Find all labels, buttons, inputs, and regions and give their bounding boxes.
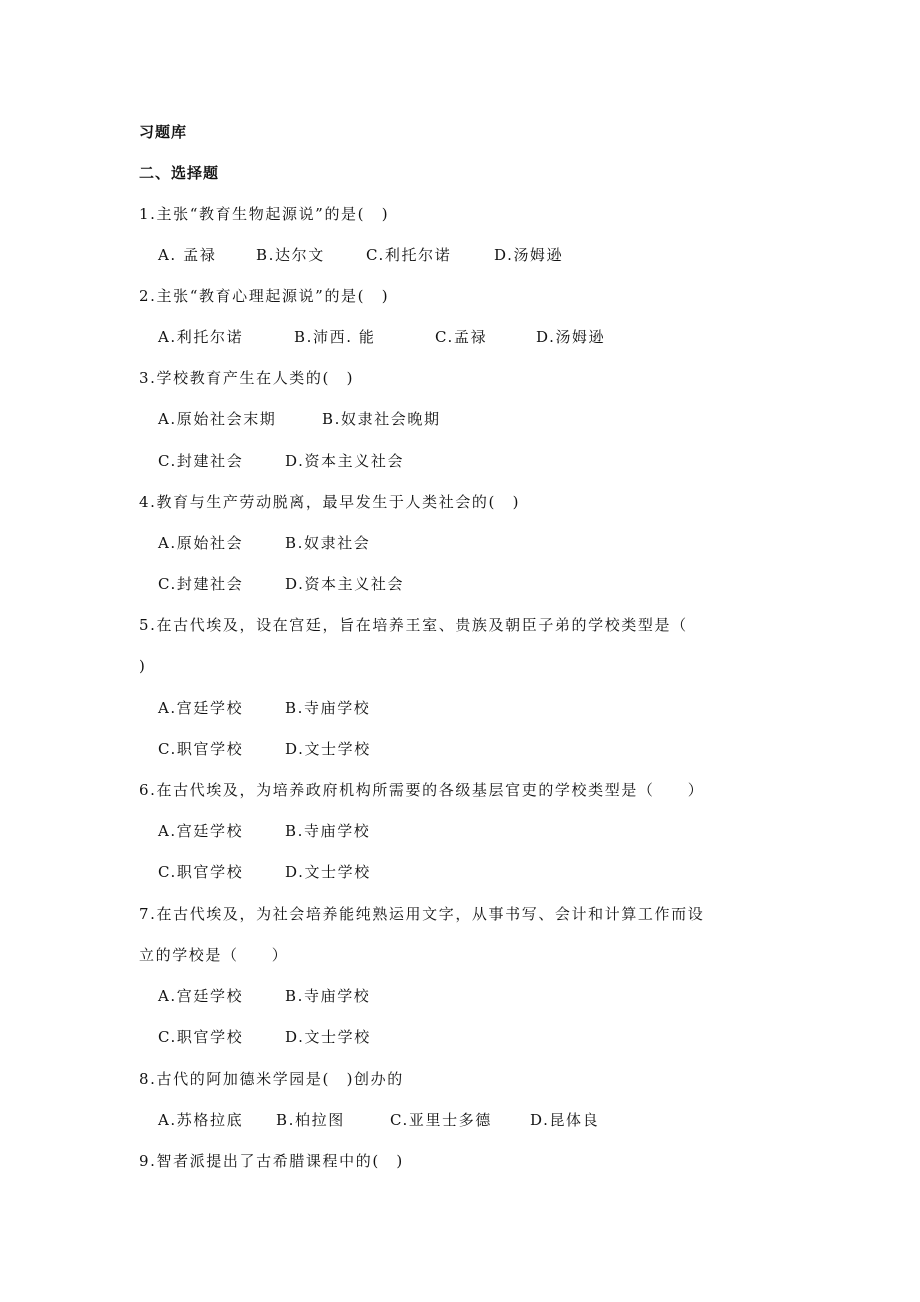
- option-b: B.寺庙学校: [285, 822, 371, 840]
- option-b: B.寺庙学校: [285, 699, 371, 717]
- option-d: D.文士学校: [285, 863, 371, 881]
- question-2: 2.主张“教育心理起源说”的是( ): [139, 287, 390, 305]
- option-c: C.封建社会: [158, 452, 244, 470]
- option-d: D.昆体良: [530, 1111, 600, 1129]
- document-title: 习题库: [139, 123, 188, 141]
- option-c: C.职官学校: [158, 740, 244, 758]
- option-c: C.亚里士多德: [390, 1111, 492, 1129]
- question-3: 3.学校教育产生在人类的( ): [139, 369, 355, 387]
- option-a: A.利托尔诺: [158, 328, 244, 346]
- question-4: 4.教育与生产劳动脱离，最早发生于人类社会的( ): [139, 493, 521, 511]
- option-b: B.奴隶社会晚期: [322, 410, 441, 428]
- option-d: D.汤姆逊: [536, 328, 606, 346]
- option-b: B.奴隶社会: [285, 534, 371, 552]
- question-5-continued: ): [139, 657, 147, 675]
- option-a: A.原始社会: [158, 534, 244, 552]
- question-9: 9.智者派提出了古希腊课程中的( ): [139, 1152, 404, 1170]
- question-5: 5.在古代埃及，设在宫廷，旨在培养王室、贵族及朝臣子弟的学校类型是（: [139, 616, 688, 634]
- option-d: D.文士学校: [285, 740, 371, 758]
- option-b: B.柏拉图: [276, 1111, 345, 1129]
- option-c: C.封建社会: [158, 575, 244, 593]
- option-d: D.汤姆逊: [494, 246, 564, 264]
- option-c: C.利托尔诺: [366, 246, 452, 264]
- option-c: C.孟禄: [435, 328, 488, 346]
- option-d: D.文士学校: [285, 1028, 371, 1046]
- question-6: 6.在古代埃及，为培养政府机构所需要的各级基层官吏的学校类型是（ ）: [139, 781, 705, 799]
- section-heading: 二、选择题: [139, 164, 220, 182]
- option-a: A.宫廷学校: [158, 822, 244, 840]
- option-a: A. 孟禄: [158, 246, 217, 264]
- option-b: B.达尔文: [256, 246, 325, 264]
- option-a: A.苏格拉底: [158, 1111, 244, 1129]
- option-d: D.资本主义社会: [285, 575, 405, 593]
- option-a: A.原始社会末期: [158, 410, 277, 428]
- option-b: B.沛西. 能: [294, 328, 376, 346]
- option-d: D.资本主义社会: [285, 452, 405, 470]
- question-7-continued: 立的学校是（ ）: [139, 946, 289, 964]
- option-a: A.宫廷学校: [158, 987, 244, 1005]
- option-b: B.寺庙学校: [285, 987, 371, 1005]
- option-c: C.职官学校: [158, 1028, 244, 1046]
- option-c: C.职官学校: [158, 863, 244, 881]
- question-1: 1.主张“教育生物起源说”的是( ): [139, 205, 390, 223]
- question-7: 7.在古代埃及，为社会培养能纯熟运用文字，从事书写、会计和计算工作而设: [139, 905, 705, 923]
- question-8: 8.古代的阿加德米学园是( )创办的: [139, 1070, 404, 1088]
- option-a: A.宫廷学校: [158, 699, 244, 717]
